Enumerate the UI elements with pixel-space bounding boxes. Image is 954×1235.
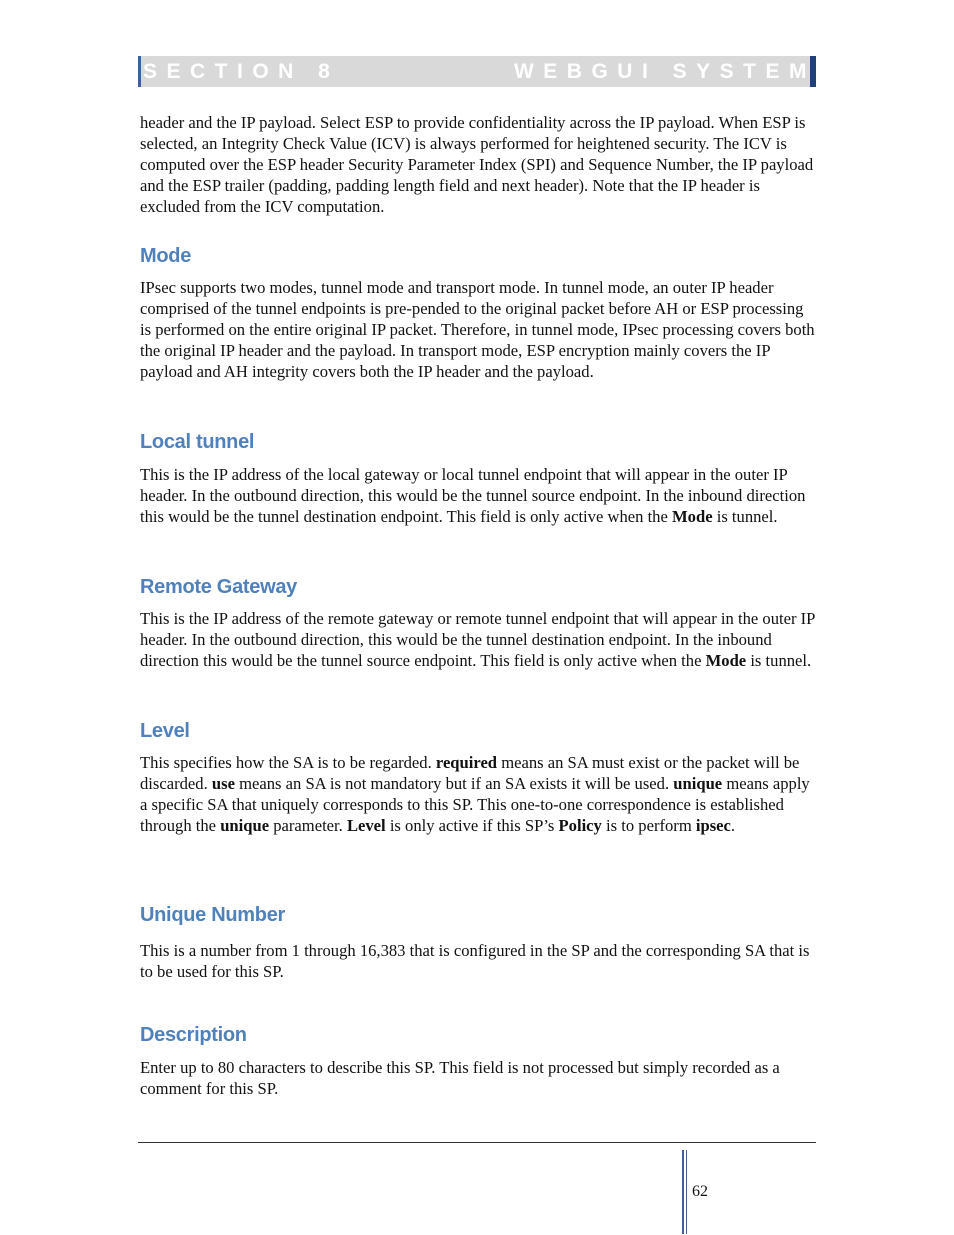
unique-number-paragraph: This is a number from 1 through 16,383 that is configured in the SP and the corresponding SA that is to be used for this SP. <box>140 941 810 981</box>
page-number: 62 <box>692 1183 708 1200</box>
intro-paragraph: header and the IP payload. Select ESP to provide confidentiality across the IP payload. When ESP is selected, an Integrity Check Value (ICV) is always performed for heightened security. The ICV is computed over the ESP header Security Parameter Index (SPI) and Sequence Number, the IP payload and the ESP trailer (padding, padding length field and next header). Note that the IP header is excluded from the ICV computation. <box>140 113 814 216</box>
section-header-bar <box>138 56 816 87</box>
heading-remote-gateway: Remote Gateway <box>140 576 297 598</box>
heading-mode: Mode <box>140 245 192 267</box>
mode-paragraph: IPsec supports two modes, tunnel mode and transport mode. In tunnel mode, an outer IP header comprised of the tunnel endpoints is pre-pended to the original packet before AH or ESP processing is performed on the entire original IP packet. Therefore, in tunnel mode, IPsec processing covers both the original IP header and the payload. In transport mode, ESP encryption mainly covers the IP payload and AH integrity covers both the IP header and the payload. <box>140 278 815 381</box>
description-paragraph: Enter up to 80 characters to describe this SP. This field is not processed but simply recorded as a comment for this SP. <box>140 1058 780 1098</box>
heading-level: Level <box>140 720 190 742</box>
footer-divider <box>138 1142 816 1143</box>
page-number-bar <box>682 1150 687 1234</box>
section-title: WEBGUI SYSTEM <box>513 60 816 83</box>
heading-description: Description <box>140 1024 247 1046</box>
local-tunnel-paragraph: This is the IP address of the local gateway or local tunnel endpoint that will appear in the outer IP header. In the outbound direction, this would be the tunnel source endpoint. In the inbound direction this would be the tunnel destination endpoint. This field is only active when the Mode is tunnel. <box>140 465 806 526</box>
level-paragraph: This specifies how the SA is to be regarded. required means an SA must exist or the packet will be discarded. use means an SA is not mandatory but if an SA exists it will be used. unique means apply a specific SA that uniquely corresponds to this SP. This one-to-one correspondence is established through the unique parameter. Level is only active if this SP’s Policy is to perform ipsec. <box>140 753 810 835</box>
heading-local-tunnel: Local tunnel <box>140 431 255 453</box>
section-label: SECTION 8 <box>143 60 340 83</box>
remote-gateway-paragraph: This is the IP address of the remote gateway or remote tunnel endpoint that will appear in the outer IP header. In the outbound direction, this would be the tunnel destination endpoint. In the inbound direction this would be the tunnel source endpoint. This field is only active when the Mode is tunnel. <box>140 609 815 670</box>
heading-unique-number: Unique Number <box>140 904 285 926</box>
